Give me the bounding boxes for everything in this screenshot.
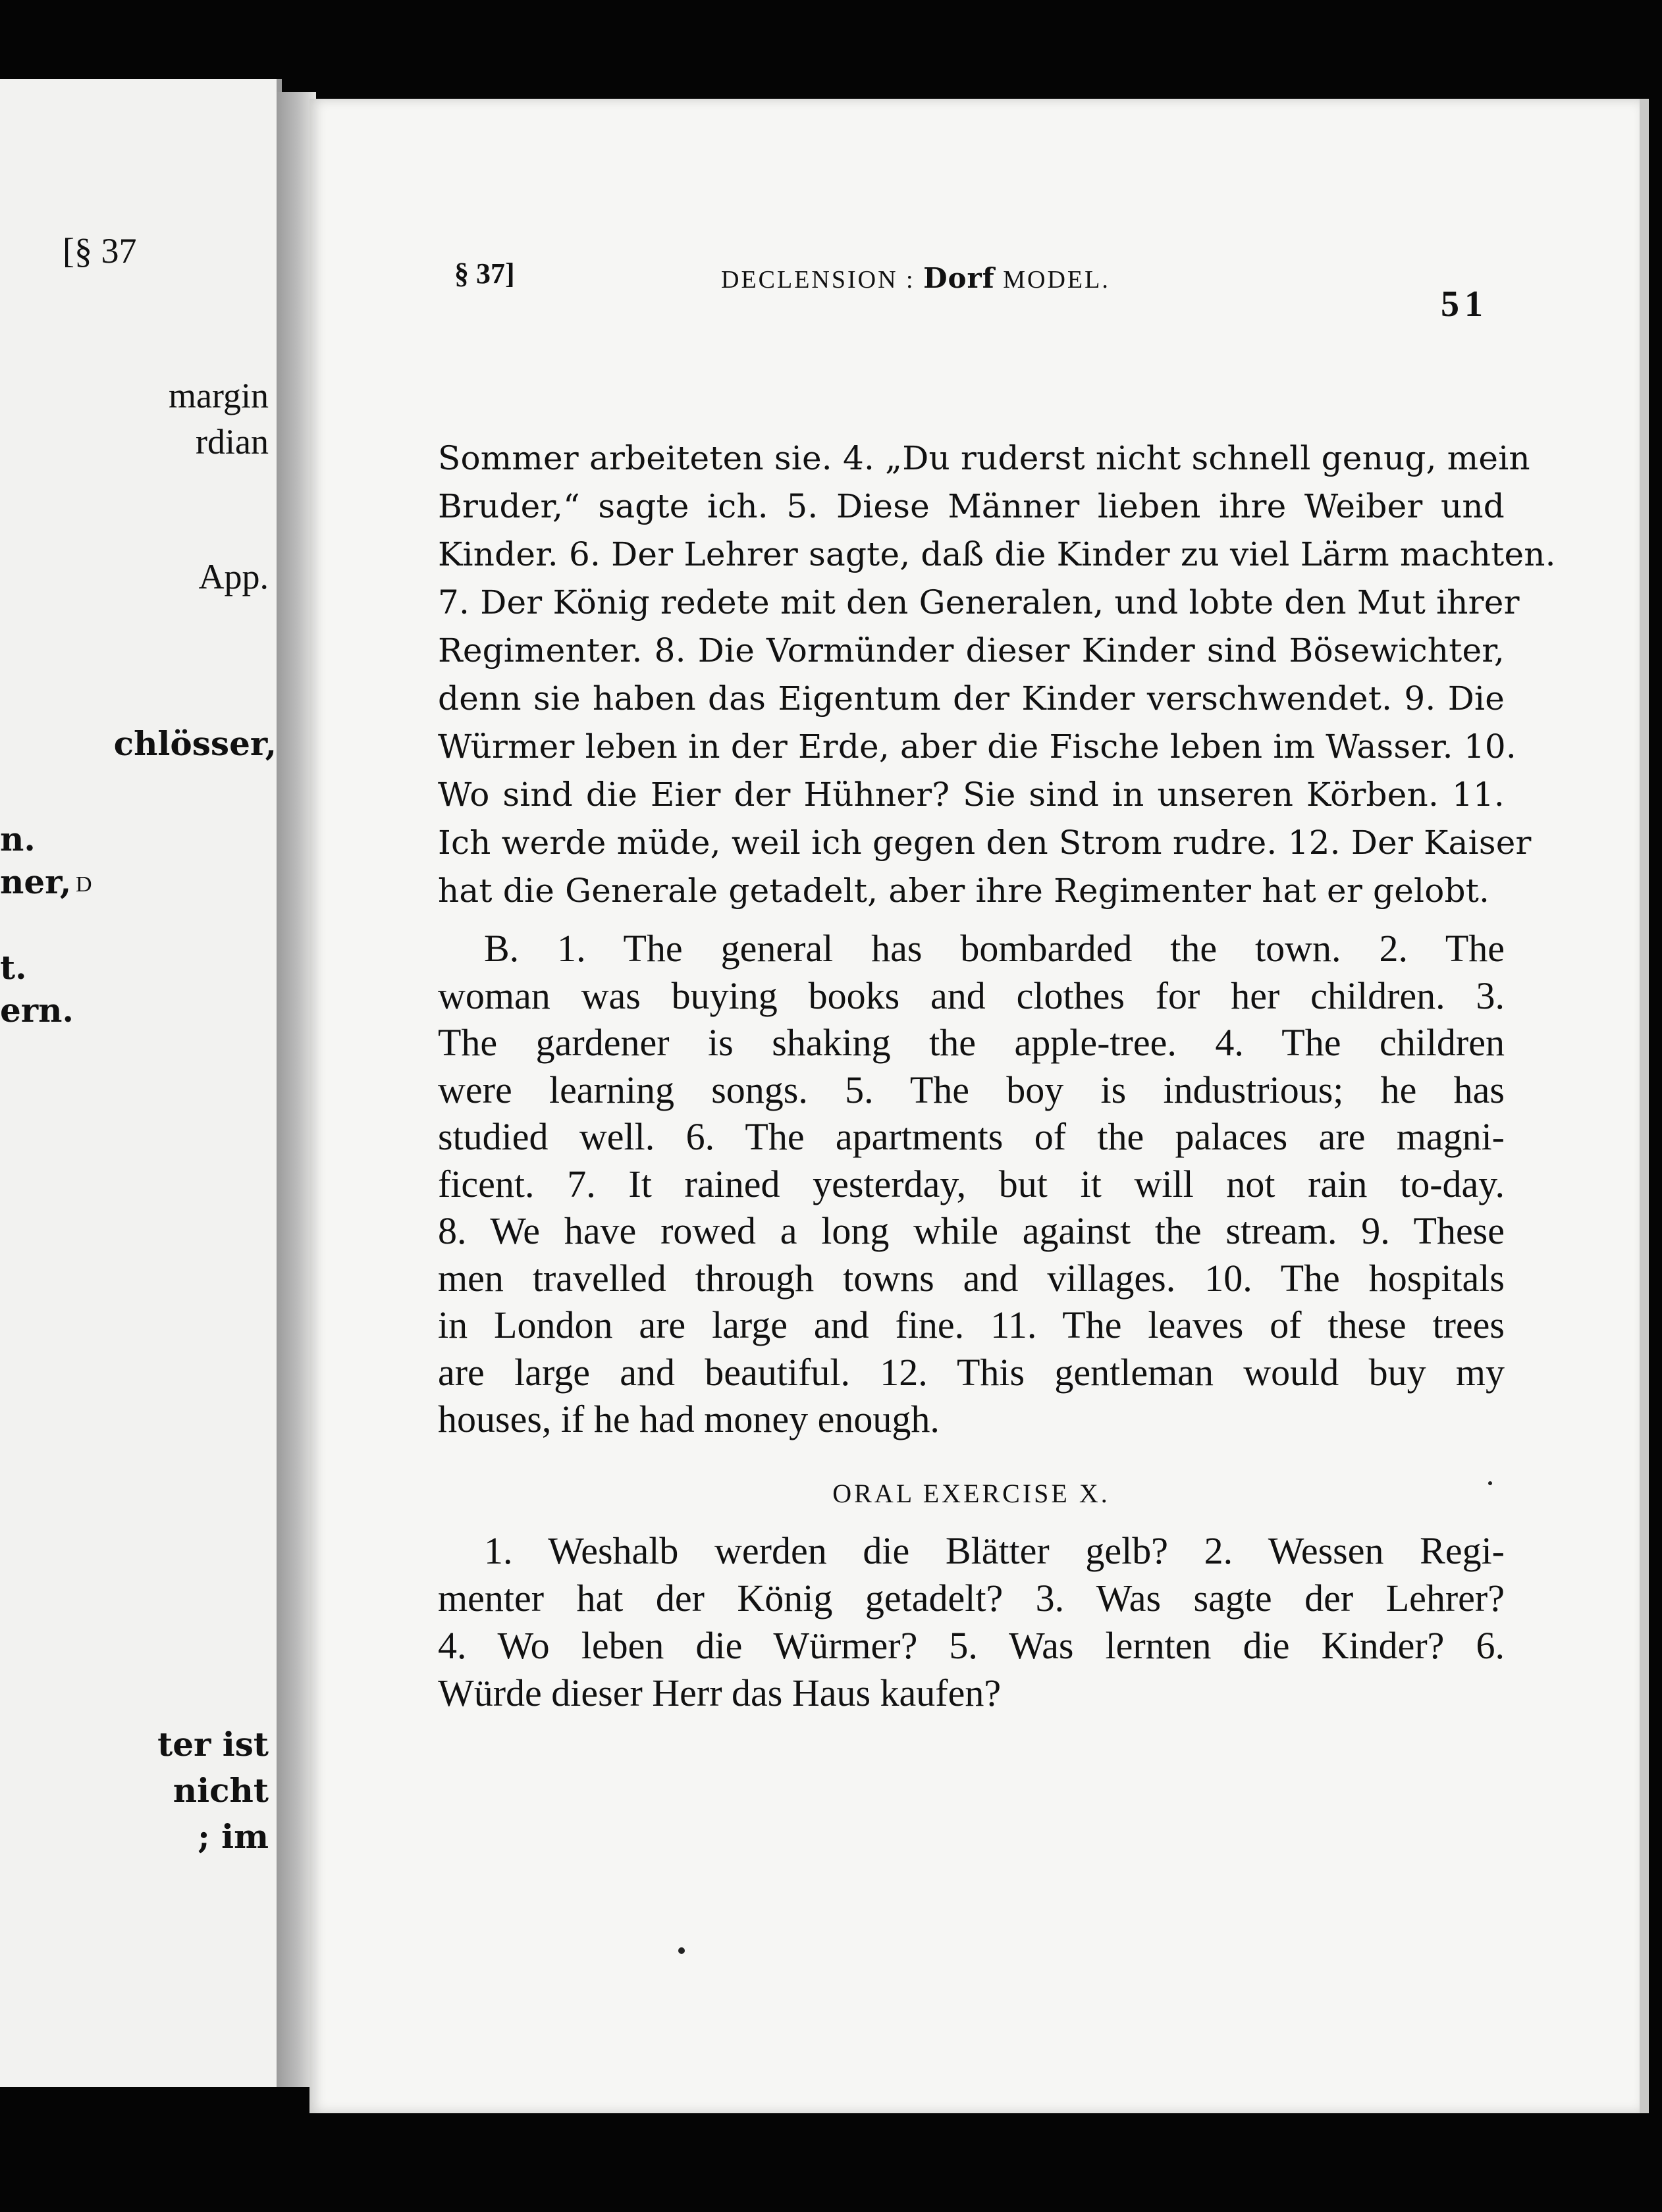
text-line: Regimenter. 8. Die Vormünder dieser Kinder sind Bösewichter, [438, 631, 1505, 670]
left-fragment: t. [0, 948, 27, 987]
oral-exercise-text [438, 1527, 1505, 1717]
left-fragment: ; im [198, 1817, 269, 1856]
text-line: ficent. 7. It rained yesterday, but it will not rain to-day. [438, 1162, 1505, 1205]
left-fragment: n. [0, 820, 36, 858]
text-line: are large and beautiful. 12. This gentleman would buy my [438, 1350, 1505, 1394]
running-title-prefix: DECLENSION : [721, 266, 915, 294]
text-line: Sommer arbeiteten sie. 4. „Du ruderst nicht schnell genug, mein [438, 439, 1530, 477]
left-fragment: ter ist [157, 1725, 269, 1764]
running-title-model-word: Dorf [923, 262, 995, 294]
text-line: 7. Der König redete mit den Generalen, und lobte den Mut ihrer [438, 583, 1520, 621]
text-line: were learning songs. 5. The boy is industrious; he has [438, 1068, 1505, 1111]
previous-page-edge [0, 79, 282, 2087]
text-line: in London are large and fine. 11. The leaves of these trees [438, 1304, 1505, 1346]
page-number: 51 [1441, 284, 1488, 325]
text-line: woman was buying books and clothes for her children. 3. [438, 974, 1505, 1017]
english-exercise-text [438, 925, 1505, 1443]
text-line: menter hat der König getadelt? 3. Was sagte der Lehrer? [438, 1577, 1505, 1620]
text-line: Kinder. 6. Der Lehrer sagte, daß die Kinder zu viel Lärm machten. [438, 535, 1556, 573]
text-line: Würde dieser Herr das Haus kaufen? [438, 1672, 1002, 1714]
left-fragment: margin [169, 376, 269, 415]
text-line: 4. Wo leben die Würmer? 5. Was lernten die Kinder? 6. [438, 1624, 1505, 1667]
german-exercise-text [438, 434, 1556, 915]
text-line: 1. Weshalb werden die Blätter gelb? 2. Wessen Regi- [484, 1529, 1505, 1572]
text-line: The gardener is shaking the apple-tree. 4. The children [438, 1021, 1505, 1064]
text-line: 8. We have rowed a long while against the stream. 9. These [438, 1209, 1505, 1252]
running-title [721, 262, 1110, 294]
running-head [454, 257, 1488, 325]
text-line: Bruder,“ sagte ich. 5. Diese Männer lieben ihre Weiber und [438, 487, 1505, 525]
left-fragment: D [76, 872, 92, 897]
text-line: Würmer leben in der Erde, aber die Fische leben im Wasser. 10. [438, 727, 1516, 766]
text-line: Ich werde müde, weil ich gegen den Strom rudre. 12. Der Kaiser [438, 824, 1532, 862]
text-line: men travelled through towns and villages. 10. The hospitals [438, 1256, 1505, 1300]
text-line: hat die Generale getadelt, aber ihre Regimenter hat er gelobt. [438, 872, 1490, 910]
text-line: studied well. 6. The apartments of the palaces are magni- [438, 1115, 1505, 1158]
left-fragment: App. [198, 557, 269, 596]
book-page [309, 99, 1649, 2113]
left-fragment: nicht [173, 1771, 269, 1810]
text-line: denn sie haben das Eigentum der Kinder verschwendet. 9. Die [438, 679, 1505, 718]
left-fragment: chlösser, [113, 724, 277, 763]
text-line: B. 1. The general has bombarded the town. 2. The [484, 927, 1505, 970]
oral-exercise-heading: ORAL EXERCISE X. [832, 1479, 1110, 1508]
running-title-suffix: MODEL. [1003, 266, 1110, 294]
text-line: houses, if he had money enough. [438, 1398, 940, 1440]
left-section-mark: [§ 37 [63, 231, 137, 271]
left-fragment: ern. [0, 991, 74, 1030]
ink-speck [678, 1947, 685, 1954]
left-fragment: ner, [0, 862, 72, 901]
text-line: Wo sind die Eier der Hühner? Sie sind in unseren Körben. 11. [438, 776, 1505, 814]
left-fragment: rdian [196, 422, 269, 461]
section-reference: § 37] [454, 257, 515, 290]
ink-speck [1488, 1481, 1492, 1485]
